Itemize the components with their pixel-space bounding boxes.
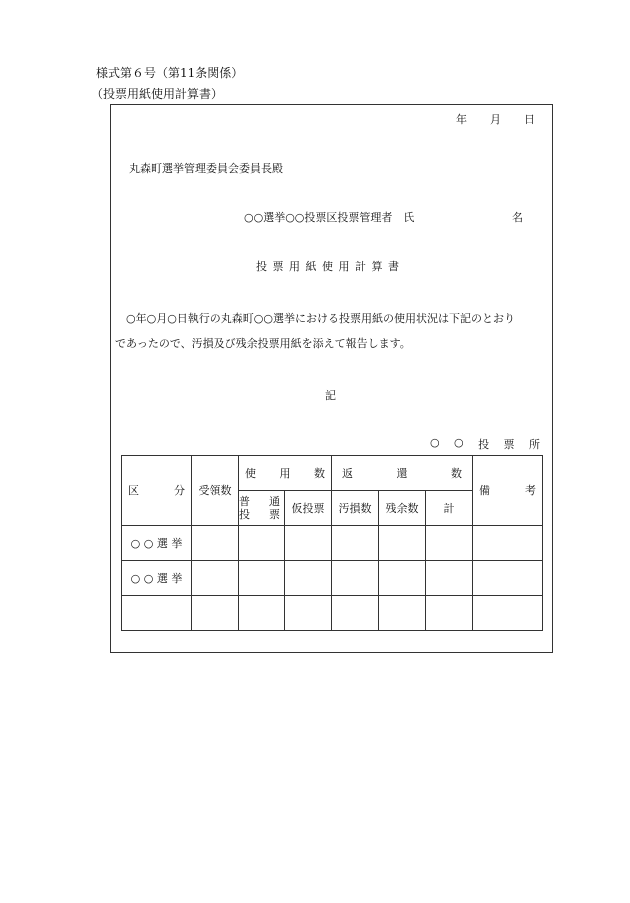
form-number: 様式第６号（第11条関係） [96,66,244,80]
date-day: 日 [524,113,535,126]
header-henkan: 返 還 数 [332,456,473,491]
table-cell [426,526,473,561]
form-name: （投票用紙使用計算書） [91,87,224,101]
table-cell [473,526,543,561]
table-cell [379,596,426,631]
table-cell [239,596,285,631]
header-kubun: 区 分 [122,456,192,526]
document-title: 投 票 用 紙 使 用 計 算 書 [256,260,400,273]
table-cell [192,596,239,631]
header-shiyo: 使 用 数 [239,456,332,491]
polling-station-char: 所 [528,438,540,451]
table-cell [332,561,379,596]
date-year: 年 [456,113,467,126]
body-line-2: であったので、汚損及び残余投票用紙を添えて報告します。 [115,337,411,350]
calculation-table [121,455,543,631]
polling-station-char: 投 [478,438,490,451]
table-cell [426,596,473,631]
date-month: 月 [490,113,501,126]
header-oson: 汚損数 [332,491,379,526]
table-cell [285,596,332,631]
header-kari: 仮投票 [285,491,332,526]
table-cell [332,526,379,561]
header-juryo: 受領数 [192,456,239,526]
table-cell [285,561,332,596]
polling-station-char: ○ [430,436,440,449]
sender-label: ○○選挙○○投票区投票管理者 氏 [244,211,415,224]
polling-station-char: 票 [503,438,515,451]
row-label: ○ ○ 選 挙 [122,526,192,561]
table-cell [379,561,426,596]
row-label [122,596,192,631]
table-cell [192,526,239,561]
sender-name-suffix: 名 [512,211,523,224]
table-cell [285,526,332,561]
table-cell [473,596,543,631]
row-label: ○ ○ 選 挙 [122,561,192,596]
table-row [122,561,543,596]
header-kei: 計 [426,491,473,526]
table-row [122,526,543,561]
polling-station [430,436,540,452]
table-cell [473,561,543,596]
body-line-1: ○年○月○日執行の丸森町○○選挙における投票用紙の使用状況は下記のとおり [126,312,515,325]
table-cell [239,526,285,561]
ki-heading: 記 [325,389,336,402]
table-cell [379,526,426,561]
header-biko: 備 考 [473,456,543,526]
header-zanyo: 残余数 [379,491,426,526]
table-row [122,596,543,631]
table-cell [192,561,239,596]
addressee: 丸森町選挙管理委員会委員長殿 [129,162,283,175]
table-cell [426,561,473,596]
header-futsu: 普 通 投 票 [239,491,285,526]
polling-station-char: ○ [454,436,464,449]
table-cell [239,561,285,596]
table-cell [332,596,379,631]
header-row-1 [122,456,543,491]
